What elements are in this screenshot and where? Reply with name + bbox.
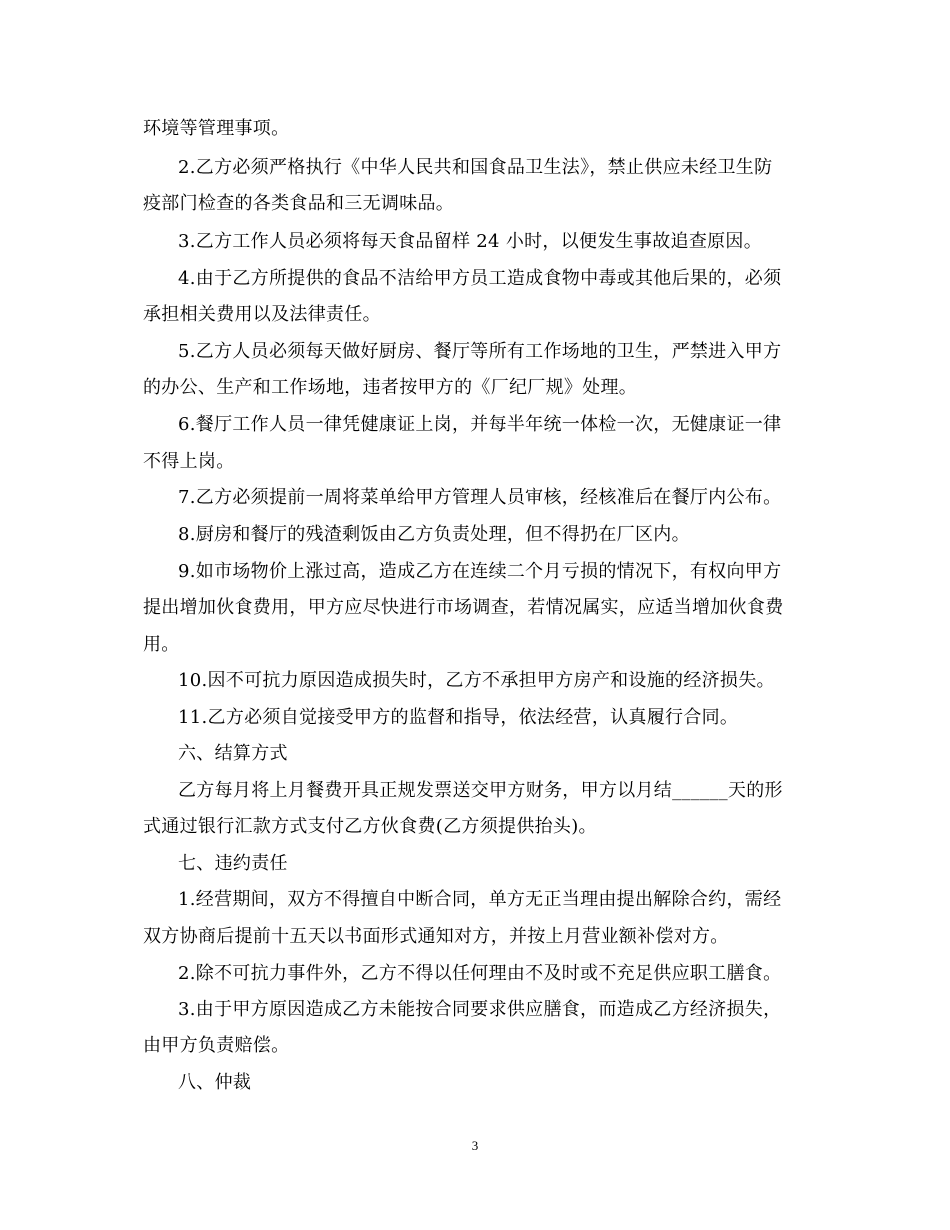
text-line: 3.乙方工作人员必须将每天食品留样 24 小时，以便发生事故追查原因。 — [178, 231, 763, 252]
text-line: 式通过银行汇款方式支付乙方伙食费(乙方须提供抬头)。 — [143, 816, 597, 837]
text-line: 双方协商后提前十五天以书面形式通知对方，并按上月营业额补偿对方。 — [143, 926, 729, 947]
text-line: 疫部门检查的各类食品和三无调味品。 — [143, 193, 455, 214]
text-line: 5.乙方人员必须每天做好厨房、餐厅等所有工作场地的卫生，严禁进入甲方 — [178, 341, 782, 362]
text-line: 承担相关费用以及法律责任。 — [143, 304, 381, 325]
text-line: 10.因不可抗力原因造成损失时，乙方不承担甲方房产和设施的经济损失。 — [178, 670, 775, 691]
text-line: 1.经营期间，双方不得擅自中断合同，单方无正当理由提出解除合约，需经 — [178, 889, 782, 910]
text-line: 2.除不可抗力事件外，乙方不得以任何理由不及时或不充足供应职工膳食。 — [178, 963, 782, 984]
text-line: 提出增加伙食费用，甲方应尽快进行市场调查，若情况属实，应适当增加伙食费 — [143, 597, 784, 618]
text-line: 2.乙方必须严格执行《中华人民共和国食品卫生法》，禁止供应未经卫生防 — [178, 157, 773, 178]
text-line: 不得上岗。 — [143, 451, 235, 472]
text-line: 4.由于乙方所提供的食品不洁给甲方员工造成食物中毒或其他后果的，必须 — [178, 268, 782, 289]
section-heading: 七、违约责任 — [178, 853, 288, 874]
text-line: 3.由于甲方原因造成乙方未能按合同要求供应膳食，而造成乙方经济损失， — [178, 999, 782, 1020]
text-line: 9.如市场物价上涨过高，造成乙方在连续二个月亏损的情况下，有权向甲方 — [178, 561, 782, 582]
text-line: 由甲方负责赔偿。 — [143, 1035, 290, 1056]
text-line: 环境等管理事项。 — [143, 118, 290, 139]
text-line: 乙方每月将上月餐费开具正规发票送交甲方财务，甲方以月结______天的形 — [178, 780, 783, 801]
section-heading: 六、结算方式 — [178, 743, 288, 764]
page-number: 3 — [471, 1138, 479, 1153]
text-line: 8.厨房和餐厅的残渣剩饭由乙方负责处理，但不得扔在厂区内。 — [178, 524, 690, 545]
text-line: 11.乙方必须自觉接受甲方的监督和指导，依法经营，认真履行合同。 — [178, 707, 739, 728]
text-line: 的办公、生产和工作场地，违者按甲方的《厂纪厂规》处理。 — [143, 377, 638, 398]
section-heading: 八、仲裁 — [178, 1072, 252, 1093]
text-line: 6.餐厅工作人员一律凭健康证上岗，并每半年统一体检一次，无健康证一律 — [178, 414, 782, 435]
text-line: 7.乙方必须提前一周将菜单给甲方管理人员审核，经核准后在餐厅内公布。 — [178, 487, 782, 508]
text-line: 用。 — [143, 634, 180, 655]
